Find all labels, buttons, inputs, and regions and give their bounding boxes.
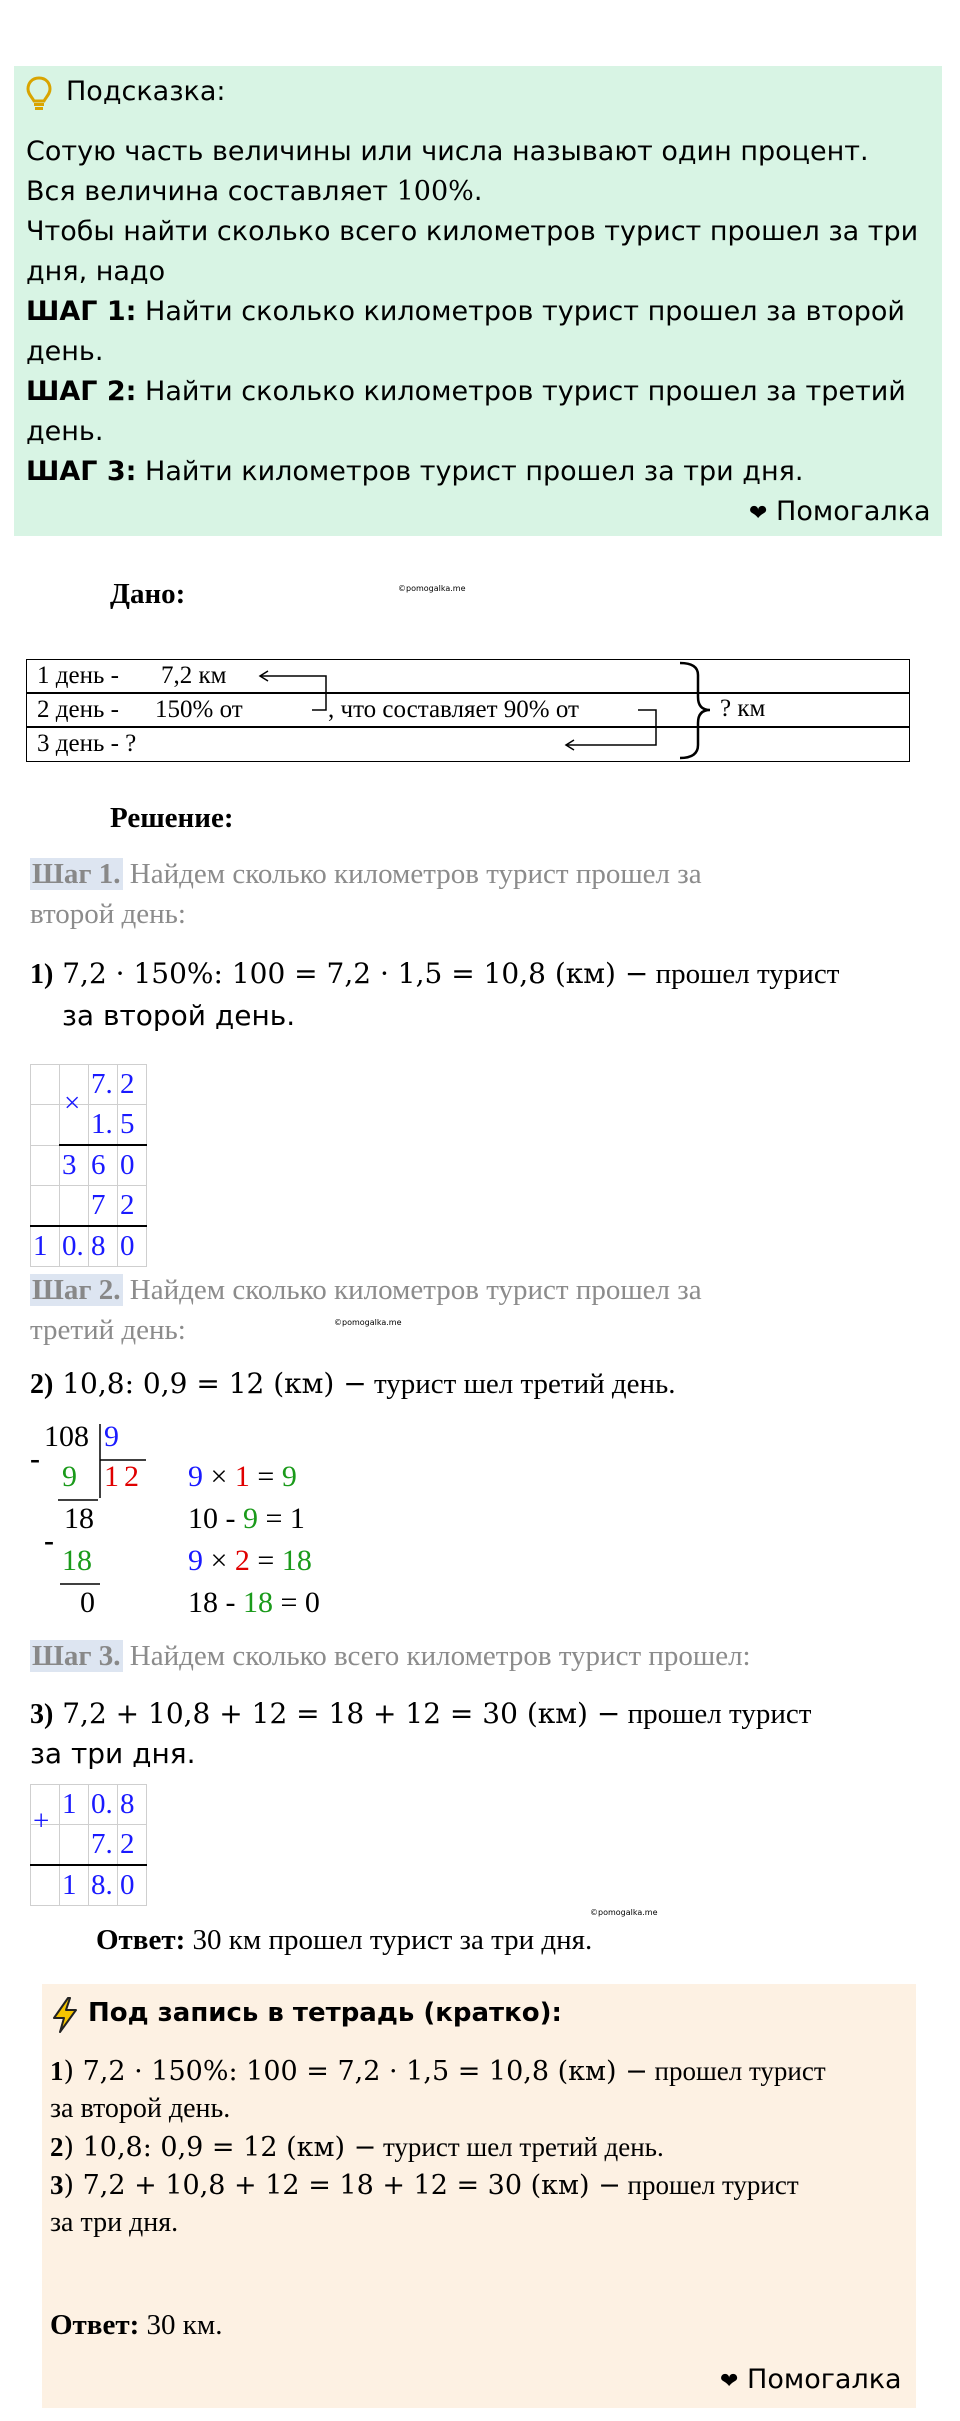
notes-title: Под запись в тетрадь (кратко): bbox=[88, 1998, 562, 2028]
notes-line-2-text: турист шел третий день. bbox=[376, 2132, 664, 2162]
division-quotient-digit-1: 1 bbox=[104, 1460, 119, 1493]
watermark: ©pomogalka.me bbox=[398, 584, 466, 593]
notes-line-3-text: прошел турист bbox=[620, 2170, 799, 2200]
grid-cell: 0 bbox=[118, 1865, 147, 1906]
equation-3-cont: за три дня. bbox=[30, 1737, 196, 1770]
equation-1-cont: за второй день. bbox=[62, 999, 296, 1032]
given-table bbox=[26, 659, 910, 765]
addition-grid bbox=[30, 1784, 147, 1906]
multiply-sign: × bbox=[64, 1087, 81, 1119]
given-row-1-value: 7,2 км bbox=[161, 662, 227, 689]
table-row bbox=[31, 1145, 147, 1186]
division-subtrahend-2: 18 bbox=[62, 1544, 92, 1577]
notes-line-1-number: 1 bbox=[50, 2056, 64, 2086]
hint-title: Подсказка: bbox=[66, 76, 226, 107]
division-dividend: 108 bbox=[44, 1420, 89, 1453]
hint-step-2-text: Найти сколько километров турист прошел за третий bbox=[136, 376, 906, 407]
hint-step-2-label: ШАГ 2: bbox=[26, 376, 137, 407]
hint-step-3 bbox=[26, 452, 803, 492]
division-note-4 bbox=[188, 1586, 320, 1620]
notes-line-1-math: ) 7,2 · 150%: 100 = 7,2 · 1,5 = 10,8 (км) − bbox=[63, 2056, 648, 2087]
notes-line-2-number: 2 bbox=[50, 2132, 64, 2162]
table-row bbox=[31, 1065, 147, 1105]
brand-text: Помогалка bbox=[747, 2364, 902, 2395]
note-number: 18 bbox=[243, 1586, 273, 1619]
note-equals: = bbox=[249, 1460, 282, 1493]
note-equals: = bbox=[249, 1544, 282, 1577]
division-note-3 bbox=[188, 1544, 312, 1578]
hint-step-1-label: ШАГ 1: bbox=[26, 296, 137, 327]
step-1-cont: второй день: bbox=[30, 898, 186, 930]
notes-line-3-math: ) 7,2 + 10,8 + 12 = 18 + 12 = 30 (км) − bbox=[63, 2170, 621, 2201]
table-row bbox=[31, 1865, 147, 1906]
given-row-2-relation: , что составляет 90% от bbox=[328, 696, 579, 723]
step-3-heading bbox=[30, 1636, 751, 1676]
notes-line-1-cont: за второй день. bbox=[50, 2093, 231, 2124]
notes-answer bbox=[50, 2306, 222, 2344]
table-row bbox=[31, 1186, 147, 1227]
grid-cell: 0. bbox=[89, 1785, 118, 1825]
grid-cell: 7 bbox=[89, 1186, 118, 1227]
step-1-heading bbox=[30, 854, 702, 934]
given-row-2-label: 2 день - bbox=[37, 696, 119, 723]
hint-line-2-percent: 100% bbox=[396, 176, 474, 207]
hint-step-3-text: Найти километров турист прошел за три дня. bbox=[136, 456, 804, 487]
notes-answer-text: 30 км. bbox=[139, 2309, 223, 2341]
equation-3-number: 3) bbox=[30, 1699, 54, 1730]
notes-box bbox=[42, 1984, 916, 2408]
grid-cell: 1. bbox=[89, 1105, 118, 1146]
grid-cell: 0 bbox=[118, 1145, 147, 1186]
grid-cell: 2 bbox=[118, 1065, 147, 1105]
hint-step-1-cont: день. bbox=[26, 336, 104, 367]
table-row bbox=[31, 1825, 147, 1866]
hint-step-1-text: Найти сколько километров турист прошел за второй bbox=[136, 296, 905, 327]
note-number: 1 bbox=[234, 1460, 250, 1493]
lightning-icon bbox=[50, 1996, 80, 2034]
step-2-text: Найдем сколько километров турист прошел за bbox=[122, 1274, 702, 1306]
note-number: 9 bbox=[188, 1460, 203, 1493]
grid-cell: 2 bbox=[118, 1825, 147, 1866]
brand-label bbox=[749, 496, 931, 527]
note-number: 2 bbox=[234, 1544, 250, 1577]
hint-step-3-label: ШАГ 3: bbox=[26, 456, 137, 487]
table-row bbox=[31, 1105, 147, 1146]
grid-cell: 6 bbox=[89, 1145, 118, 1186]
answer-text: 30 км прошел турист за три дня. bbox=[185, 1924, 593, 1956]
multiply-sign-cell bbox=[60, 1087, 89, 1146]
notes-line-1-text: прошел турист bbox=[647, 2056, 826, 2086]
minus-sign: - bbox=[30, 1442, 40, 1475]
heart-icon: ❤ bbox=[720, 2369, 739, 2394]
step-3-label: Шаг 3. bbox=[32, 1640, 121, 1672]
plus-sign-cell bbox=[31, 1805, 60, 1866]
step-1-label: Шаг 1. bbox=[32, 858, 121, 890]
hint-line-4: дня, надо bbox=[26, 256, 166, 287]
plus-sign: + bbox=[33, 1805, 50, 1837]
given-row-1-label: 1 день - bbox=[37, 662, 119, 689]
division-note-1 bbox=[188, 1460, 297, 1494]
note-number: 10 - bbox=[188, 1502, 243, 1535]
grid-cell: 8. bbox=[89, 1865, 118, 1906]
given-question: ? км bbox=[720, 695, 766, 722]
grid-cell: 0 bbox=[118, 1226, 147, 1267]
division-remainder-1: 18 bbox=[64, 1502, 94, 1535]
equation-1-text: прошел турист bbox=[648, 958, 840, 990]
given-arrows bbox=[26, 659, 910, 765]
note-number: 9 bbox=[188, 1544, 203, 1577]
hint-step-2 bbox=[26, 372, 906, 412]
equation-3-text: прошел турист bbox=[620, 1698, 812, 1730]
step-2-heading bbox=[30, 1270, 702, 1350]
long-division bbox=[28, 1420, 358, 1634]
grid-cell: 1 bbox=[60, 1785, 89, 1825]
grid-cell: 0. bbox=[60, 1226, 89, 1267]
notes-line-3 bbox=[50, 2166, 799, 2205]
equation-3 bbox=[30, 1694, 811, 1735]
hint-line-2-dot: . bbox=[473, 176, 483, 207]
notes-line-3-number: 3 bbox=[50, 2170, 64, 2200]
note-operator: × bbox=[203, 1544, 235, 1577]
notes-line-2-math: ) 10,8: 0,9 = 12 (км) − bbox=[63, 2132, 377, 2163]
step-1-text: Найдем сколько километров турист прошел за bbox=[122, 858, 702, 890]
equation-3-math: 7,2 + 10,8 + 12 = 18 + 12 = 30 (км) − bbox=[53, 1697, 621, 1730]
minus-sign: - bbox=[44, 1524, 54, 1557]
given-row-2-value: 150% от bbox=[155, 696, 243, 723]
equation-2 bbox=[30, 1364, 675, 1405]
equation-2-number: 2) bbox=[30, 1369, 54, 1400]
equation-2-math: 10,8: 0,9 = 12 (км) − bbox=[53, 1367, 367, 1400]
equation-1 bbox=[30, 954, 839, 995]
grid-cell: 7. bbox=[89, 1825, 118, 1866]
brand-label bbox=[720, 2364, 902, 2395]
hint-line-3: Чтобы найти сколько всего километров турист прошел за три bbox=[26, 216, 919, 247]
note-number: 9 bbox=[243, 1502, 258, 1535]
grid-cell: 8 bbox=[118, 1785, 147, 1825]
division-remainder-2: 0 bbox=[80, 1586, 95, 1619]
note-result: = 1 bbox=[258, 1502, 305, 1535]
given-title: Дано: bbox=[110, 578, 186, 610]
hint-line-2 bbox=[26, 172, 482, 212]
step-2-cont: третий день: bbox=[30, 1314, 186, 1346]
notes-line-2 bbox=[50, 2128, 664, 2167]
grid-cell: 2 bbox=[118, 1186, 147, 1227]
table-row bbox=[31, 1226, 147, 1267]
brand-text: Помогалка bbox=[776, 496, 931, 527]
division-divisor: 9 bbox=[104, 1420, 119, 1453]
given-row-3-label: 3 день - ? bbox=[37, 730, 137, 757]
grid-cell: 3 bbox=[60, 1145, 89, 1186]
equation-1-number: 1) bbox=[30, 959, 54, 990]
hint-step-2-cont: день. bbox=[26, 416, 104, 447]
note-result: 9 bbox=[281, 1460, 297, 1493]
watermark: ©pomogalka.me bbox=[590, 1908, 658, 1917]
note-operator: × bbox=[203, 1460, 235, 1493]
division-subtrahend-1: 9 bbox=[62, 1460, 77, 1493]
hint-step-1 bbox=[26, 292, 905, 332]
hint-line-2-text: Вся величина составляет bbox=[26, 176, 397, 207]
division-quotient-digit-2: 2 bbox=[124, 1460, 139, 1493]
solution-title: Решение: bbox=[110, 802, 234, 834]
watermark: ©pomogalka.me bbox=[334, 1318, 402, 1327]
grid-cell: 1 bbox=[60, 1865, 89, 1906]
notes-line-3-cont: за три дня. bbox=[50, 2207, 179, 2238]
note-result: 18 bbox=[281, 1544, 312, 1577]
heart-icon: ❤ bbox=[749, 501, 768, 526]
equation-1-math: 7,2 · 150%: 100 = 7,2 · 1,5 = 10,8 (км) − bbox=[53, 957, 649, 990]
answer bbox=[96, 1924, 592, 1957]
notes-answer-label: Ответ: bbox=[50, 2309, 140, 2341]
lightbulb-icon bbox=[26, 76, 52, 112]
division-lines bbox=[28, 1420, 188, 1634]
hint-line-1: Сотую часть величины или числа называют один процент. bbox=[26, 136, 869, 167]
grid-cell: 1 bbox=[31, 1226, 60, 1267]
step-3-text: Найдем сколько всего километров турист прошел: bbox=[122, 1640, 751, 1672]
note-result: = 0 bbox=[273, 1586, 320, 1619]
multiplication-grid bbox=[30, 1064, 147, 1267]
equation-2-text: турист шел третий день. bbox=[366, 1368, 676, 1400]
grid-cell: 8 bbox=[89, 1226, 118, 1267]
notes-line-1 bbox=[50, 2052, 826, 2091]
hint-box bbox=[14, 66, 942, 536]
division-note-2 bbox=[188, 1502, 305, 1536]
grid-cell: 5 bbox=[118, 1105, 147, 1146]
note-number: 18 - bbox=[188, 1586, 243, 1619]
step-2-label: Шаг 2. bbox=[32, 1274, 121, 1306]
grid-cell: 7. bbox=[89, 1065, 118, 1105]
answer-label: Ответ: bbox=[96, 1924, 186, 1956]
